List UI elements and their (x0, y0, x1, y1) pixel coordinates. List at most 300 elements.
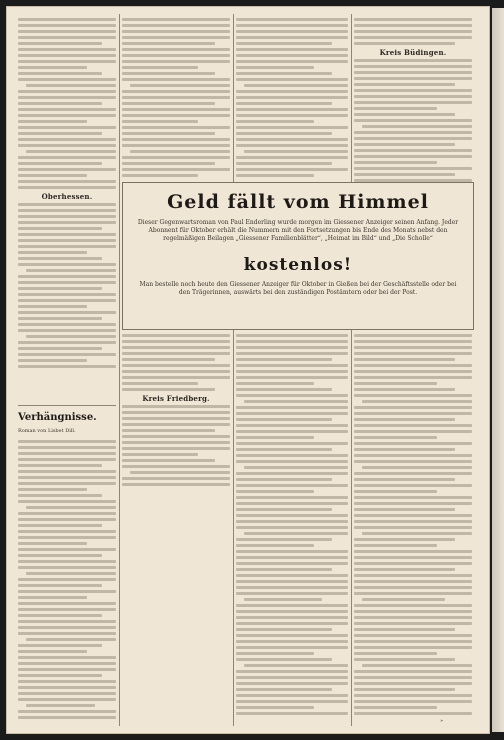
text-line (130, 84, 230, 87)
text-line (18, 494, 102, 497)
text-line (354, 556, 472, 559)
text-line (236, 364, 348, 367)
text-line (18, 530, 116, 533)
text-line (244, 664, 348, 667)
text-line (122, 174, 198, 177)
text-line (18, 353, 116, 356)
text-line (354, 448, 455, 451)
text-line (18, 512, 116, 515)
text-line (18, 245, 116, 248)
text-line (18, 239, 116, 242)
ad-headline: Geld fällt vom Himmel (167, 191, 429, 213)
text-line (18, 138, 116, 141)
ad-text-subscription: Dieser Gegenwartsroman von Paul Enderling wurde morgen im Giessener Anzeiger seinen Anfang. Jeder Abonnent für Oktober erhält die Nummern mit den Fortsetzungen bis Ende des Monats nebst den regelmäßigen Beilagen „Giessener Familienblätter“, „Heimat im Bild“ und „Die Scholle“ (137, 219, 459, 242)
text-line (236, 652, 314, 655)
text-line (130, 150, 230, 153)
text-line (122, 483, 230, 486)
text-line (236, 36, 348, 39)
text-line (354, 340, 472, 343)
text-line (18, 365, 116, 368)
column-3-bottom (236, 334, 348, 718)
text-line (236, 138, 348, 141)
text-line (122, 42, 215, 45)
text-line (354, 95, 472, 98)
text-line (354, 442, 472, 445)
text-line (122, 423, 230, 426)
text-line (354, 173, 455, 176)
text-line (18, 542, 87, 545)
text-line (354, 113, 455, 116)
text-line (236, 358, 332, 361)
text-line (354, 77, 472, 80)
text-line (354, 358, 455, 361)
text-line (354, 436, 437, 439)
text-line (236, 520, 348, 523)
text-line (26, 572, 116, 575)
text-line (354, 478, 455, 481)
text-line (236, 126, 348, 129)
text-line (18, 263, 116, 266)
text-line (236, 352, 348, 355)
text-line (354, 155, 472, 158)
text-line (236, 60, 348, 63)
text-line (236, 24, 348, 27)
text-line (354, 670, 472, 673)
continued-mark: » (440, 718, 444, 724)
text-line (354, 640, 472, 643)
text-line (354, 592, 472, 595)
text-line (18, 710, 116, 713)
text-line (354, 682, 472, 685)
text-line (236, 382, 314, 385)
text-line (236, 132, 332, 135)
text-line (122, 102, 215, 105)
text-line (122, 36, 230, 39)
text-line (26, 506, 116, 509)
text-line (26, 150, 116, 153)
text-line (354, 550, 472, 553)
text-line (236, 340, 348, 343)
text-line (18, 144, 116, 147)
text-line (236, 574, 348, 577)
text-line (354, 706, 437, 709)
text-line (122, 388, 215, 391)
text-line (354, 694, 472, 697)
column-rule (351, 330, 352, 726)
column-1-top (18, 18, 116, 371)
text-line (18, 42, 102, 45)
text-line (18, 126, 116, 129)
text-line (18, 221, 116, 224)
text-line (354, 71, 472, 74)
text-line (354, 562, 472, 565)
text-line (18, 656, 116, 659)
text-line (236, 18, 348, 21)
text-line (18, 548, 116, 551)
text-line (354, 544, 437, 547)
text-line (354, 484, 472, 487)
text-line (122, 132, 215, 135)
text-line (236, 676, 348, 679)
text-line (354, 119, 472, 122)
text-line (122, 352, 230, 355)
text-line (18, 329, 116, 332)
text-line (354, 700, 472, 703)
text-line (354, 520, 472, 523)
text-line (18, 566, 116, 569)
text-line (236, 162, 332, 165)
text-line (18, 18, 116, 21)
text-line (236, 670, 348, 673)
text-line (18, 614, 102, 617)
column-4-bottom (354, 334, 472, 718)
column-rule (233, 14, 234, 182)
text-line (18, 186, 116, 189)
text-line (18, 596, 87, 599)
text-line (122, 382, 198, 385)
text-line (354, 604, 472, 607)
text-line (354, 568, 455, 571)
text-line (354, 101, 472, 104)
text-line (122, 364, 230, 367)
text-line (122, 108, 230, 111)
text-line (18, 317, 102, 320)
text-line (26, 84, 116, 87)
text-line (122, 340, 230, 343)
text-line (244, 466, 348, 469)
text-line (354, 18, 472, 21)
text-line (122, 72, 215, 75)
text-line (236, 544, 314, 547)
text-line (354, 149, 472, 152)
text-line (18, 626, 116, 629)
text-line (236, 96, 348, 99)
text-line (354, 634, 472, 637)
text-line (122, 54, 230, 57)
column-4-top (354, 18, 472, 185)
text-line (122, 60, 230, 63)
text-line (244, 532, 348, 535)
text-line (26, 269, 116, 272)
text-line (354, 418, 455, 421)
text-line (18, 518, 116, 521)
text-line (354, 382, 437, 385)
text-line (18, 48, 116, 51)
text-line (122, 162, 215, 165)
text-line (236, 144, 348, 147)
text-line (236, 568, 332, 571)
column-rule (351, 14, 352, 182)
text-line (354, 526, 472, 529)
text-line (18, 452, 116, 455)
text-line (354, 394, 472, 397)
text-line (18, 293, 116, 296)
text-line (18, 620, 116, 623)
text-line (18, 560, 116, 563)
text-line (354, 586, 472, 589)
text-line (354, 36, 472, 39)
text-line (18, 692, 116, 695)
text-line (354, 460, 472, 463)
text-line (236, 436, 314, 439)
text-line (18, 464, 102, 467)
text-line (236, 484, 348, 487)
text-line (354, 424, 472, 427)
text-line (18, 24, 116, 27)
serial-title: Verhängnisse. (18, 412, 97, 423)
text-line (354, 580, 472, 583)
text-line (236, 622, 348, 625)
text-line (236, 108, 348, 111)
text-line (236, 514, 348, 517)
text-line (122, 358, 215, 361)
text-line (354, 496, 472, 499)
text-line (18, 446, 116, 449)
text-line (122, 96, 230, 99)
text-line (236, 30, 348, 33)
text-line (236, 688, 332, 691)
text-line (236, 628, 332, 631)
text-line (122, 370, 230, 373)
text-line (236, 424, 348, 427)
text-line (122, 447, 230, 450)
text-line (354, 712, 472, 715)
text-line (236, 562, 348, 565)
text-line (18, 554, 102, 557)
text-line (18, 96, 116, 99)
text-line (236, 72, 332, 75)
text-line (18, 590, 116, 593)
ad-subheadline: kostenlos! (243, 255, 353, 275)
text-line (244, 150, 348, 153)
text-line (354, 508, 455, 511)
text-line (26, 335, 116, 338)
text-line (236, 66, 314, 69)
text-line (354, 628, 455, 631)
text-line (354, 59, 472, 62)
text-line (236, 694, 348, 697)
text-line (236, 616, 348, 619)
text-line (18, 162, 102, 165)
text-line (18, 608, 116, 611)
text-line (354, 376, 472, 379)
text-line (354, 574, 472, 577)
text-line (354, 24, 472, 27)
text-line (18, 114, 116, 117)
text-line (18, 311, 116, 314)
text-line (236, 442, 348, 445)
text-line (236, 586, 348, 589)
text-line (18, 90, 116, 93)
text-line (362, 598, 445, 601)
text-line (18, 120, 87, 123)
text-line (236, 370, 348, 373)
column-2-bottom (122, 334, 230, 489)
text-line (236, 478, 332, 481)
text-line (354, 334, 472, 337)
text-line (130, 471, 230, 474)
text-line (122, 156, 230, 159)
text-line (18, 470, 116, 473)
text-line (18, 168, 116, 171)
text-line (122, 126, 230, 129)
text-line (122, 114, 230, 117)
text-line (354, 514, 472, 517)
text-line (122, 376, 230, 379)
text-line (18, 674, 102, 677)
text-line (26, 638, 116, 641)
text-line (354, 89, 472, 92)
text-line (354, 161, 437, 164)
text-line (236, 712, 348, 715)
text-line (18, 66, 87, 69)
text-line (18, 578, 116, 581)
text-line (122, 417, 230, 420)
text-line (354, 502, 472, 505)
text-line (236, 174, 314, 177)
text-line (236, 90, 348, 93)
text-line (236, 394, 348, 397)
text-line (18, 476, 116, 479)
section-rule (18, 405, 116, 406)
text-line (122, 405, 230, 408)
text-line (236, 496, 348, 499)
text-line (122, 90, 230, 93)
text-line (236, 550, 348, 553)
section-heading-oberhessen: Oberhessen. (41, 192, 93, 201)
text-line (362, 400, 472, 403)
text-line (236, 448, 332, 451)
ad-text-order: Man bestelle noch heute den Giessener Anzeiger für Oktober in Gießen bei der Geschäftsstelle oder bei den Trägerinnen, auswärts bei den zuständigen Postämtern oder bei der Post. (139, 281, 457, 296)
serial-subtitle: Roman von Lisbet Dill. (18, 428, 76, 434)
text-line (18, 668, 116, 671)
text-line (122, 66, 198, 69)
text-line (122, 48, 230, 51)
text-line (18, 203, 116, 206)
text-line (18, 500, 116, 503)
text-line (122, 144, 230, 147)
text-line (354, 472, 472, 475)
text-line (236, 376, 348, 379)
text-line (18, 488, 87, 491)
text-line (18, 275, 116, 278)
text-line (18, 686, 116, 689)
text-line (18, 650, 87, 653)
text-line (236, 102, 332, 105)
text-line (18, 215, 116, 218)
text-line (354, 388, 455, 391)
text-line (236, 412, 348, 415)
text-line (18, 323, 116, 326)
text-line (236, 490, 314, 493)
text-line (122, 18, 230, 21)
text-line (236, 48, 348, 51)
text-line (354, 352, 472, 355)
text-line (354, 143, 455, 146)
advertisement-box (122, 182, 474, 330)
text-line (236, 640, 348, 643)
text-line (354, 622, 472, 625)
text-line (236, 706, 314, 709)
text-line (354, 107, 437, 110)
text-line (18, 341, 116, 344)
text-line (354, 412, 472, 415)
text-line (18, 174, 87, 177)
text-line (122, 435, 230, 438)
text-line (236, 556, 348, 559)
text-line (354, 30, 472, 33)
text-line (18, 440, 116, 443)
text-line (122, 24, 230, 27)
next-page-edge (492, 8, 504, 732)
text-line (362, 125, 472, 128)
text-line (354, 370, 472, 373)
text-line (18, 602, 116, 605)
text-line (122, 465, 230, 468)
text-line (236, 502, 348, 505)
text-line (236, 592, 348, 595)
text-line (18, 54, 116, 57)
text-line (236, 334, 348, 337)
text-line (236, 580, 348, 583)
text-line (236, 120, 314, 123)
text-line (354, 167, 472, 170)
text-line (122, 429, 215, 432)
text-line (122, 168, 230, 171)
text-line (236, 610, 348, 613)
text-line (18, 644, 102, 647)
column-rule (233, 330, 234, 726)
text-line (236, 406, 348, 409)
text-line (236, 646, 348, 649)
text-line (236, 460, 348, 463)
text-line (354, 346, 472, 349)
text-line (18, 287, 102, 290)
text-line (354, 490, 437, 493)
text-line (236, 604, 348, 607)
text-line (18, 30, 116, 33)
text-line (236, 346, 348, 349)
text-line (354, 646, 472, 649)
text-line (236, 682, 348, 685)
text-line (354, 688, 455, 691)
text-line (122, 459, 215, 462)
text-line (354, 454, 472, 457)
text-line (26, 704, 95, 707)
text-line (236, 54, 348, 57)
text-line (18, 524, 102, 527)
text-line (236, 430, 348, 433)
text-line (362, 532, 472, 535)
text-line (18, 347, 102, 350)
text-line (18, 78, 116, 81)
text-line (122, 453, 198, 456)
column-2-top (122, 18, 230, 180)
column-rule (119, 14, 120, 726)
text-line (18, 458, 116, 461)
text-line (236, 634, 348, 637)
text-line (18, 299, 116, 302)
text-line (18, 536, 116, 539)
text-line (354, 83, 455, 86)
text-line (122, 441, 230, 444)
text-line (236, 42, 332, 45)
text-line (18, 305, 87, 308)
text-line (244, 598, 322, 601)
text-line (122, 120, 198, 123)
text-line (354, 610, 472, 613)
text-line (18, 72, 102, 75)
